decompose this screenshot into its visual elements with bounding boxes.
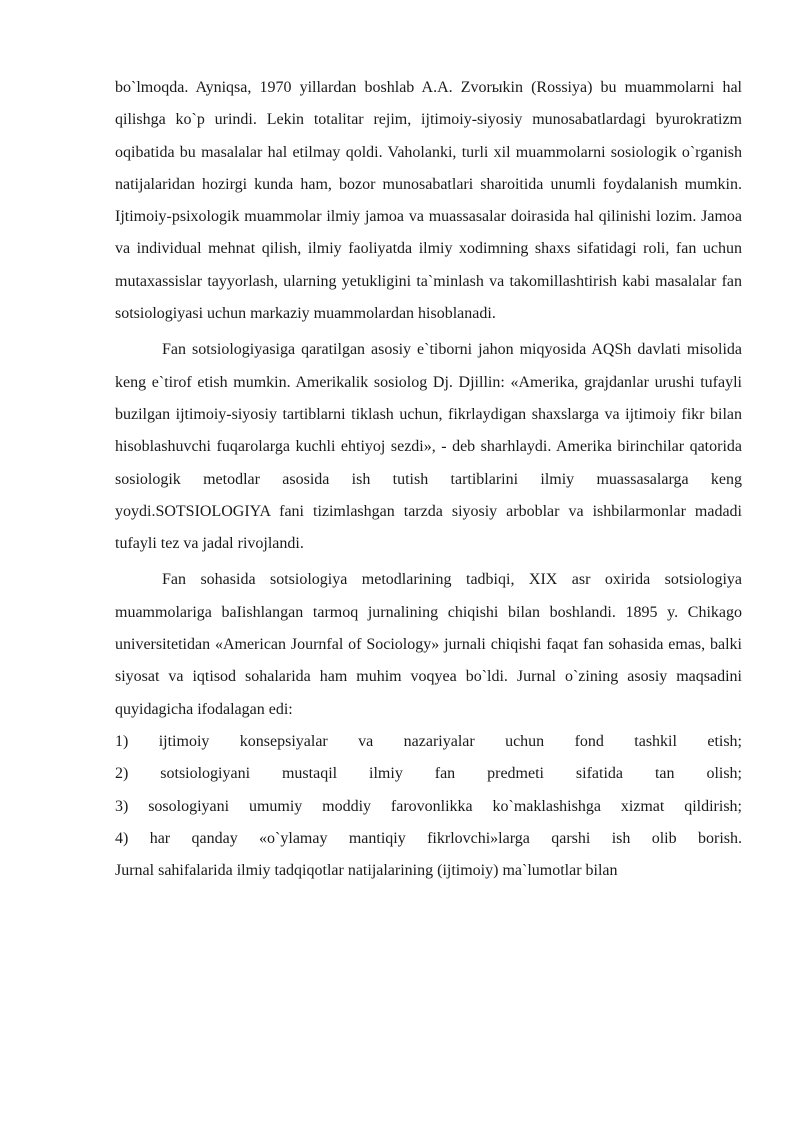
paragraph-3: Fan sohasida sotsiologiya metodlarining tadbiqi, XIX asr oxirida sotsiologiya muammolariga baIishlangan tarmoq jurnalining chiqishi bilan boshlandi. 1895 y. Chikago universitetidan «American Journfal of Sociology» jurnali chiqishi faqat fan sohasida emas, balki siyosat va iqtisod sohalarida ham muhim voqyea bo`ldi. Jurnal o`zining asosiy maqsadini quyidagicha ifodalagan edi: — [115, 571, 742, 718]
closing-line: Jurnal sahifalarida ilmiy tadqiqotlar natijalarining (ijtimoiy) ma`lumotlar bilan — [115, 862, 618, 880]
list-item: 4) har qanday «o`ylamay mantiqiy fikrlovchi»larga qarshi ish olib borish. — [115, 829, 742, 847]
list-item: 2) sotsiologiyani mustaqil ilmiy fan predmeti sifatida tan olish; — [115, 765, 742, 783]
list-item: 3) sosologiyani umumiy moddiy farovonlikka ko`maklashishga xizmat qildirish; — [115, 797, 742, 815]
paragraph-2: Fan sotsiologiyasiga qaratilgan asosiy e`tiborni jahon miqyosida AQSh davlati misolida keng e`tirof etish mumkin. Amerikalik sosiolog Dj. Djillin: «Amerika, grajdanlar urushi tufayli buzilgan ijtimoiy-siyosiy tartiblarni tiklash uchun, fikrlaydigan shaxslarga va ijtimoiy fikr bilan hisoblashuvchi fuqarolarga kuchli ehtiyoj sezdi», - deb sharhlaydi. Amerika birinchilar qatorida sosiologik metodlar asosida ish tutish tartiblarini ilmiy muassasalarga keng yoydi.SOTSIOLOGIYA fani tizimlashgan tarzda siyosiy arboblar va ishbilarmonlar madadi tufayli tez va jadal rivojlandi. — [115, 341, 742, 553]
paragraph-1: bo`lmoqda. Ayniqsa, 1970 yillardan boshlab A.A. Zvorыkin (Rossiya) bu muammolarni hal qilishga ko`p urindi. Lekin totalitar rejim, ijtimoiy-siyosiy munosabatlardagi byurokratizm oqibatida bu masalalar hal etilmay qoldi. Vaholanki, turli xil muammolarni sosiologik o`rganish natijalaridan hozirgi kunda ham, bozor munosabatlari sharoitida unumli foydalanish mumkin. Ijtimoiy-psixologik muammolar ilmiy jamoa va muassasalar doirasida hal qilinishi lozim. Jamoa va individual mehnat qilish, ilmiy faoliyatda ilmiy xodimning shaxs sifatidagi roli, fan uchun mutaxassislar tayyorlash, ularning yetukligini ta`minlash va takomillashtirish kabi masalalar fan sotsiologiyasi uchun markaziy muammolardan hisoblanadi. — [115, 79, 742, 323]
document-page — [115, 72, 742, 887]
objectives-list — [115, 726, 742, 855]
list-item: 1) ijtimoiy konsepsiyalar va nazariyalar uchun fond tashkil etish; — [115, 732, 742, 750]
